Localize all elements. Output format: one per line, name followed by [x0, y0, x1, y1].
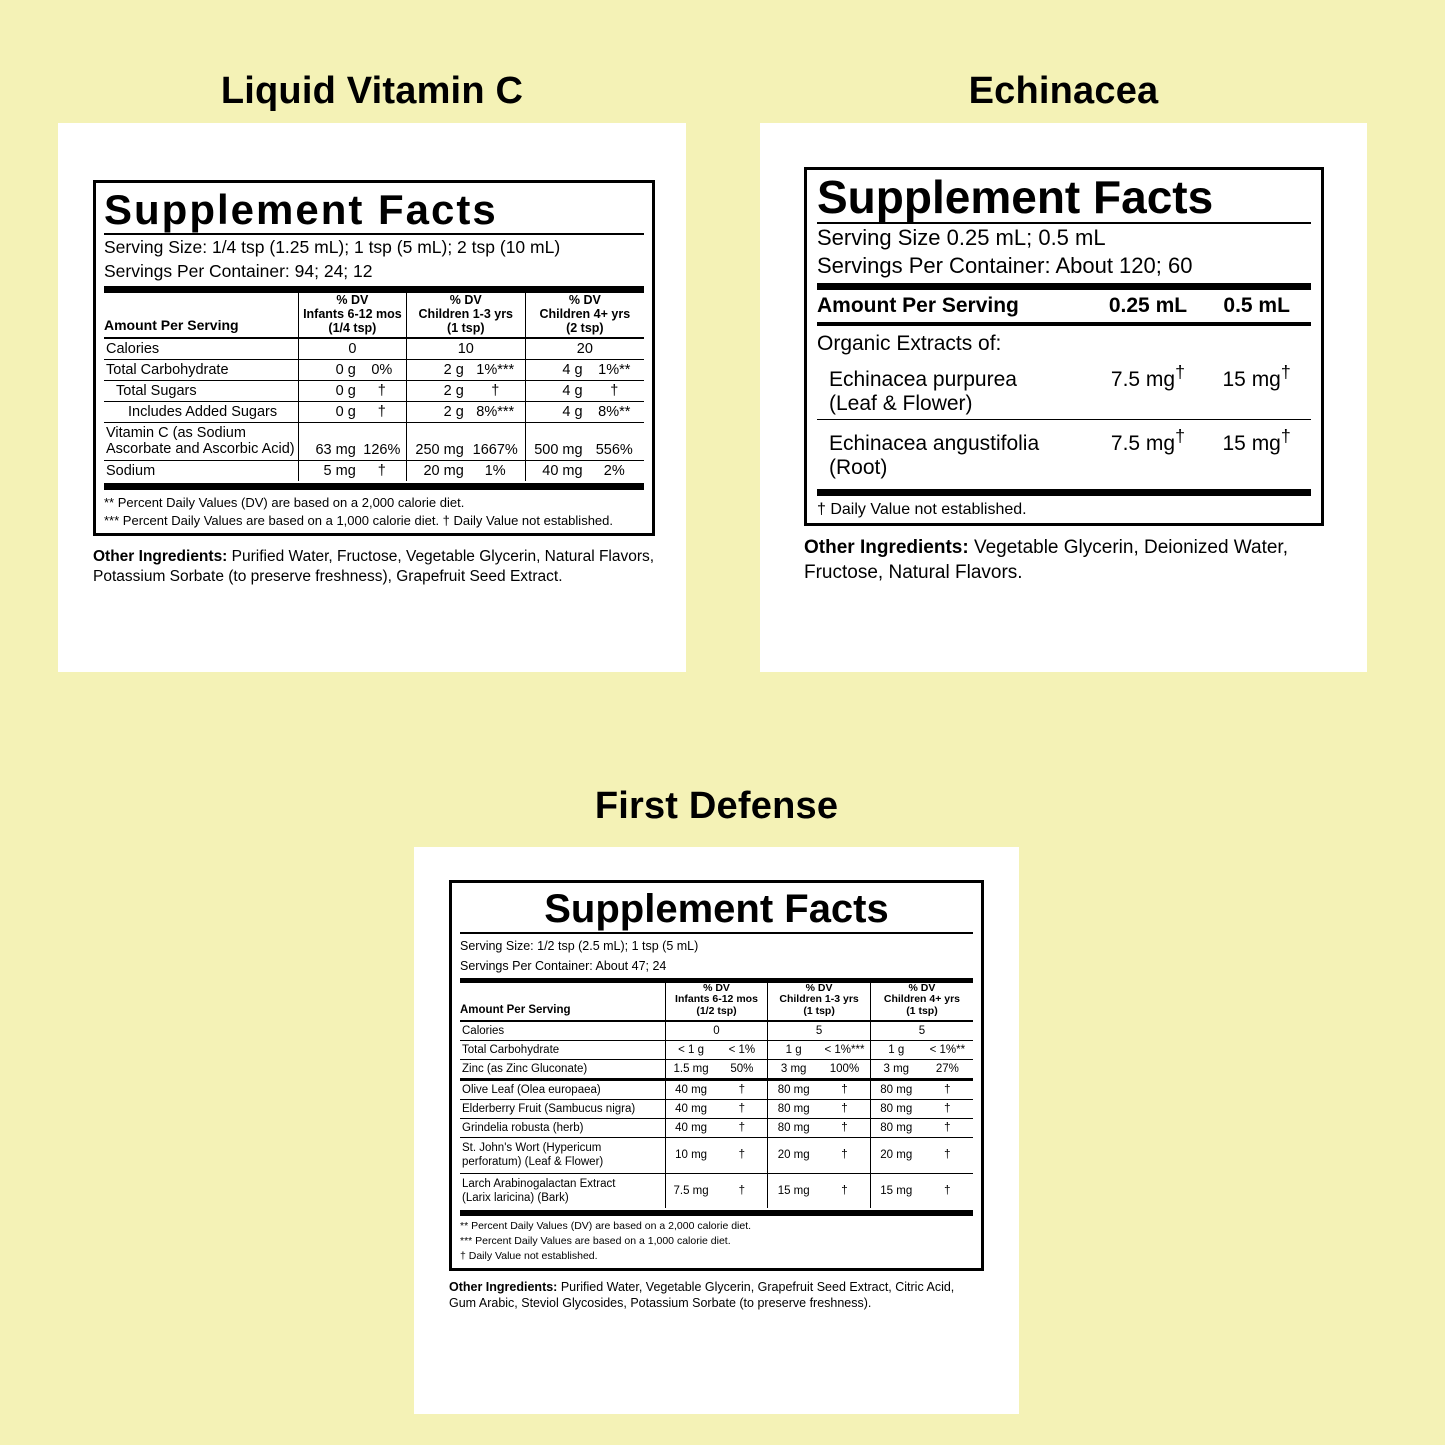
footnote-1: † Daily Value not established. — [817, 501, 1027, 519]
row-name-line2: perforatum) (Leaf & Flower) — [462, 1156, 604, 1169]
row-dv: 1%*** — [466, 359, 525, 380]
col2-dose: (1 tsp) — [803, 1005, 835, 1017]
col1-group: Infants 6-12 mos — [675, 993, 758, 1006]
row-value: 40 mg — [665, 1099, 716, 1118]
supplement-facts-heading: Supplement Facts — [104, 186, 498, 233]
row-dv: † — [922, 1099, 973, 1118]
row-dv: † — [466, 380, 525, 401]
other-ingredients-label: Other Ingredients: — [93, 548, 228, 566]
row-value: 0 g — [298, 380, 357, 401]
col2-dv: % DV — [805, 981, 833, 994]
servings-per-container-line: Servings Per Container: About 120; 60 — [817, 253, 1193, 279]
table-row-cont — [817, 456, 1311, 483]
row-value: 5 mg — [298, 461, 357, 482]
row-value: 80 mg — [768, 1099, 819, 1118]
supplement-facts-heading: Supplement Facts — [544, 887, 889, 931]
row-value: 40 mg — [665, 1079, 716, 1099]
col3-dv: % DV — [908, 981, 936, 994]
row-value: 15 mg — [1222, 432, 1281, 456]
row-value: 500 mg — [525, 422, 584, 460]
row-value: 5 — [768, 1021, 871, 1041]
row-value: 15 mg — [1222, 368, 1281, 392]
supplement-facts-box-first-defense — [449, 880, 984, 1271]
row-dv: 0% — [358, 359, 407, 380]
col2-dv: % DV — [449, 292, 482, 307]
table-row — [817, 359, 1311, 392]
row-dv: † — [922, 1118, 973, 1137]
table-row — [817, 420, 1311, 457]
row-value: 7.5 mg — [1110, 368, 1176, 392]
row-value: 80 mg — [768, 1079, 819, 1099]
amount-per-serving-label: Amount Per Serving — [104, 317, 239, 334]
row-value: 40 mg — [665, 1118, 716, 1137]
footnote-1: ** Percent Daily Values (DV) are based on a 2,000 calorie diet. — [104, 495, 465, 511]
row-value: 4 g — [525, 380, 584, 401]
nutrition-table-echinacea — [817, 290, 1311, 483]
row-value: 40 mg — [525, 461, 584, 482]
table-row-cont — [817, 392, 1311, 420]
footnote-1: ** Percent Daily Values (DV) are based on a 2,000 calorie diet. — [460, 1220, 752, 1233]
other-ingredients-vitamin-c — [93, 547, 655, 586]
row-dv: < 1%*** — [819, 1040, 870, 1059]
row-value: 0 g — [298, 359, 357, 380]
row-value: 2 g — [406, 359, 465, 380]
table-row — [104, 461, 644, 482]
row-name: Total Carbohydrate — [104, 359, 298, 380]
table-row — [460, 1118, 973, 1137]
row-value: 80 mg — [870, 1118, 921, 1137]
row-dv: † — [358, 380, 407, 401]
row-dv: † — [819, 1118, 870, 1137]
row-dagger: † — [1280, 362, 1291, 383]
col2-group: Children 1-3 yrs — [418, 306, 514, 321]
other-ingredients-label: Other Ingredients: — [449, 1279, 558, 1294]
row-value: < 1 g — [665, 1040, 716, 1059]
table-row — [104, 401, 644, 422]
panel-title-text: First Defense — [594, 785, 839, 827]
panel-title-first-defense — [414, 785, 1019, 828]
row-name: Calories — [104, 338, 298, 360]
col1-dose: (1/2 tsp) — [696, 1005, 737, 1017]
servings-per-container-line: Servings Per Container: 94; 24; 12 — [104, 260, 373, 281]
table-row — [460, 1173, 973, 1208]
row-value: 20 mg — [406, 461, 465, 482]
row-dv: 2% — [603, 463, 625, 480]
row-dv: † — [944, 1184, 951, 1197]
row-value: 63 mg — [298, 422, 357, 460]
row-dv: † — [585, 380, 644, 401]
row-name: Grindelia robusta (herb) — [460, 1118, 665, 1137]
panel-title-liquid-vitamin-c — [58, 70, 686, 113]
supplement-facts-box-vitamin-c — [93, 180, 655, 536]
row-name-line2: (Root) — [829, 456, 888, 480]
col3-group: Children 4+ yrs — [883, 993, 961, 1006]
row-value: 10 mg — [665, 1137, 716, 1173]
serving-size-line: Serving Size: 1/2 tsp (2.5 mL); 1 tsp (5 mL) — [460, 939, 699, 953]
col1-dv: % DV — [336, 292, 369, 307]
row-dv: † — [841, 1184, 848, 1197]
table-row — [104, 359, 644, 380]
serving-size-line: Serving Size 0.25 mL; 0.5 mL — [817, 225, 1106, 250]
table-row — [460, 1099, 973, 1118]
row-dv: < 1% — [716, 1040, 767, 1059]
row-value: 0 g — [298, 401, 357, 422]
row-value: 7.5 mg — [665, 1173, 716, 1208]
col2-header: 0.5 mL — [1223, 294, 1290, 318]
row-dv: † — [716, 1137, 767, 1173]
row-value: 15 mg — [870, 1173, 921, 1208]
table-header-row — [817, 290, 1311, 322]
row-dv: † — [819, 1137, 870, 1173]
row-value: 20 mg — [870, 1137, 921, 1173]
row-dv: 1% — [484, 463, 506, 480]
other-ingredients-text: Vegetable Glycerin, Deionized Water, Fructose, Natural Flavors. — [804, 537, 1288, 583]
footnote-2: *** Percent Daily Values are based on a 1,000 calorie diet. — [460, 1235, 731, 1248]
other-ingredients-first-defense — [449, 1280, 984, 1311]
row-value: 1.5 mg — [665, 1059, 716, 1079]
table-header-row — [104, 293, 644, 338]
supplement-facts-box-echinacea — [804, 167, 1324, 526]
row-value: 20 — [525, 338, 644, 360]
row-name: Calories — [460, 1021, 665, 1041]
other-ingredients-echinacea — [804, 536, 1324, 585]
row-value: 10 — [406, 338, 525, 360]
panel-title-echinacea — [760, 70, 1367, 113]
row-name-line1: Echinacea angustifolia — [829, 432, 1040, 456]
row-dv: † — [819, 1099, 870, 1118]
row-value: 1 g — [768, 1040, 819, 1059]
row-dv: † — [922, 1079, 973, 1099]
panel-title-text: Liquid Vitamin C — [220, 70, 524, 112]
row-value: 80 mg — [870, 1099, 921, 1118]
row-dagger: † — [1175, 362, 1186, 383]
panel-title-text: Echinacea — [968, 70, 1159, 112]
row-dv: 556% — [585, 422, 644, 460]
row-value: 5 — [870, 1021, 973, 1041]
row-name: Total Sugars — [104, 380, 298, 401]
footnote-2: *** Percent Daily Values are based on a 1,000 calorie diet. † Daily Value not established. — [104, 512, 613, 528]
row-dv: < 1%** — [922, 1040, 973, 1059]
footnote-3: † Daily Value not established. — [460, 1250, 598, 1263]
row-dagger: † — [1175, 426, 1186, 447]
row-value: 3 mg — [768, 1059, 819, 1079]
serving-size-line: Serving Size: 1/4 tsp (1.25 mL); 1 tsp (5 mL); 2 tsp (10 mL) — [104, 237, 561, 257]
table-row — [104, 422, 644, 460]
row-name: Sodium — [106, 463, 156, 480]
col1-dv: % DV — [703, 981, 730, 994]
nutrition-table-vitamin-c — [104, 293, 644, 481]
row-value: 250 mg — [406, 422, 465, 460]
col1-dose: (1/4 tsp) — [328, 320, 377, 335]
row-value: 4 g — [525, 359, 584, 380]
col3-dose: (1 tsp) — [906, 1005, 938, 1017]
row-dv: † — [922, 1137, 973, 1173]
row-value: 2 g — [406, 380, 465, 401]
row-name-line1: Echinacea purpurea — [829, 368, 1017, 392]
row-name: Vitamin C (as Sodium Ascorbate and Ascorbic Acid) — [104, 422, 298, 460]
table-row-group-label — [817, 324, 1311, 359]
row-value: 80 mg — [870, 1079, 921, 1099]
supplement-label-echinacea — [760, 123, 1367, 672]
table-row — [460, 1021, 973, 1041]
row-value: 0 — [298, 338, 406, 360]
table-header-row — [460, 983, 973, 1021]
row-value: 15 mg — [768, 1173, 819, 1208]
row-dv: 1667% — [466, 422, 525, 460]
row-dv: † — [716, 1079, 767, 1099]
row-dv: † — [358, 401, 407, 422]
col3-dv: % DV — [568, 292, 601, 307]
other-ingredients-label: Other Ingredients: — [804, 537, 969, 559]
row-name-line2: (Larix laricina) (Bark) — [462, 1191, 569, 1204]
col3-group: Children 4+ yrs — [539, 306, 631, 321]
row-value: 80 mg — [768, 1118, 819, 1137]
col1-header: 0.25 mL — [1108, 294, 1188, 318]
row-name: Larch Arabinogalactan Extract — [462, 1177, 616, 1190]
row-dv: 50% — [716, 1059, 767, 1079]
row-value: 3 mg — [870, 1059, 921, 1079]
supplement-label-liquid-vitamin-c — [58, 123, 686, 672]
row-name: St. John's Wort (Hypericum — [462, 1141, 602, 1154]
table-row — [104, 338, 644, 360]
group-label: Organic Extracts of: — [817, 332, 1002, 356]
supplement-facts-heading: Supplement Facts — [817, 171, 1214, 223]
amount-per-serving-label: Amount Per Serving — [817, 294, 1019, 318]
row-dv: 126% — [358, 422, 407, 460]
row-dagger: † — [1280, 426, 1291, 447]
col1-group: Infants 6-12 mos — [303, 306, 402, 321]
table-row — [104, 380, 644, 401]
row-value: 2 g — [406, 401, 465, 422]
col2-dose: (1 tsp) — [447, 320, 485, 335]
row-dv: † — [738, 1184, 746, 1197]
row-name: Includes Added Sugars — [104, 401, 298, 422]
servings-per-container-line: Servings Per Container: About 47; 24 — [460, 959, 667, 974]
amount-per-serving-label: Amount Per Serving — [460, 1003, 571, 1016]
row-dv: † — [716, 1099, 767, 1118]
table-row — [460, 1040, 973, 1059]
supplement-label-first-defense — [414, 847, 1019, 1414]
row-name: Total Carbohydrate — [460, 1040, 665, 1059]
row-name: Olive Leaf (Olea europaea) — [460, 1079, 665, 1099]
table-row — [460, 1137, 973, 1173]
row-dv: 1%** — [585, 359, 644, 380]
row-name: Zinc (as Zinc Gluconate) — [460, 1059, 665, 1079]
col3-dose: (2 tsp) — [566, 320, 604, 335]
row-name-line2: (Leaf & Flower) — [817, 392, 1094, 420]
row-value: 0 — [665, 1021, 768, 1041]
row-dv: † — [716, 1118, 767, 1137]
table-row — [460, 1059, 973, 1079]
row-value: 20 mg — [768, 1137, 819, 1173]
other-ingredients-text: Purified Water, Vegetable Glycerin, Grapefruit Seed Extract, Citric Acid, Gum Arabic, Steviol Glycosides, Potassium Sorbate (to preserve freshness). — [449, 1279, 955, 1310]
row-value: 4 g — [525, 401, 584, 422]
row-dv: 8%** — [585, 401, 644, 422]
other-ingredients-text: Purified Water, Fructose, Vegetable Glycerin, Natural Flavors, Potassium Sorbate (to preserve freshness), Grapefruit Seed Extract. — [93, 548, 655, 585]
row-value: 7.5 mg — [1110, 432, 1176, 456]
row-dv: 8%*** — [466, 401, 525, 422]
row-dv: 100% — [819, 1059, 870, 1079]
nutrition-table-first-defense — [460, 983, 973, 1209]
row-name: Elderberry Fruit (Sambucus nigra) — [460, 1099, 665, 1118]
col2-group: Children 1-3 yrs — [779, 993, 859, 1006]
row-dv: † — [377, 463, 386, 480]
row-value: 1 g — [870, 1040, 921, 1059]
row-dv: 27% — [922, 1059, 973, 1079]
table-row — [460, 1079, 973, 1099]
row-dv: † — [819, 1079, 870, 1099]
